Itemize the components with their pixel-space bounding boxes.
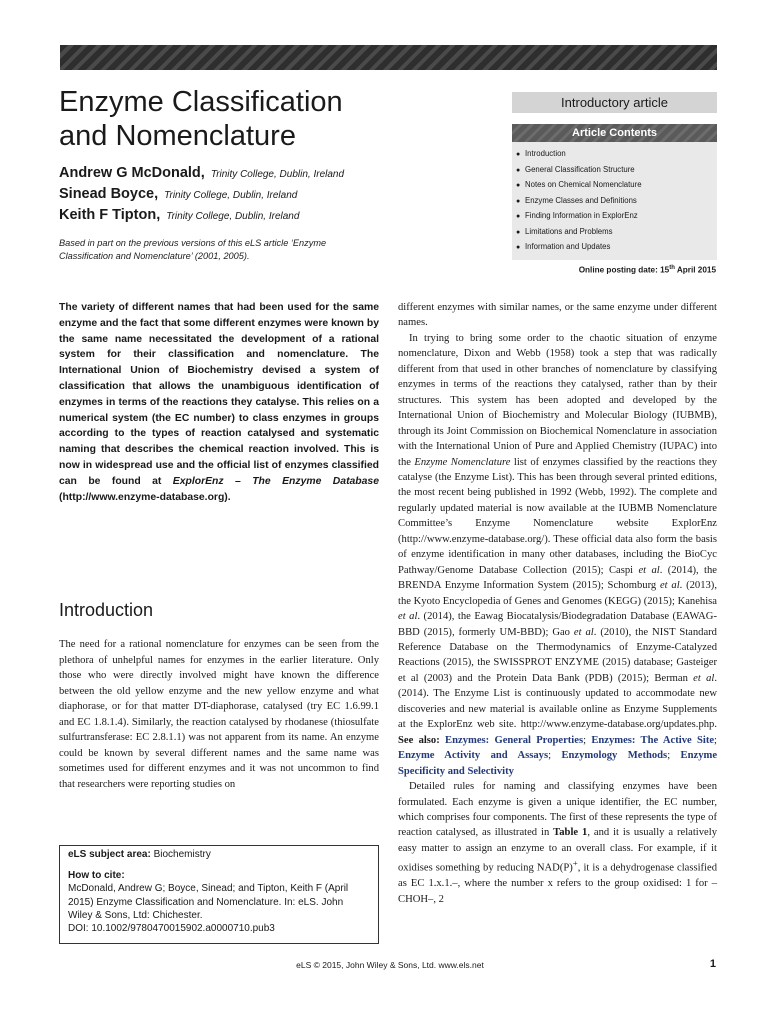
contents-item-finding-information[interactable]: ● Finding Information in ExplorEnz <box>516 208 717 224</box>
citation-text: McDonald, Andrew G; Boyce, Sinead; and Tipton, Keith F (April 2015) Enzyme Classification and Nomenclature. In: eLS. John Wiley & Sons, Ltd: Chichester. <box>68 883 349 921</box>
abstract: The variety of different names that had been used for the same enzyme and the fact that some different enzymes were known by the same name necessitated the development of a rational system for their classification and nomenclature. The International Union of Biochemistry devised a system of classification that allows the unambiguous identification of enzymes in terms of the reactions they catalyse. This relies on a numerical system (the EC number) to class enzymes in groups according to the types of reaction catalysed and systematic naming that describes the chemical reaction involved. This is now in widespread use and the official list of enzymes classified can be found at ExplorEnz – The Enzyme Database (http://www.enzyme-database.org). <box>59 302 379 503</box>
paragraph: Detailed rules for naming and classifying enzymes have been formulated. Each enzyme is given a unique identifier, the EC number, which comprises four components. The first of these represents the type of reaction catalysed, as illustrated in Table 1, and it is usually a relatively easy matter to assign an enzyme to an overall class. For example, if it oxidises something by reducing NAD(P)+, it is a dehydrogenase classified as EC 1.x.1.–, where the number x refers to the group oxidised: 1 for –CHOH–, 2 <box>398 781 717 905</box>
doi[interactable]: DOI: 10.1002/9780470015902.a0000710.pub3 <box>68 923 275 935</box>
article-type-label: Introductory article <box>512 92 717 113</box>
contents-list <box>512 146 717 255</box>
see-also-link[interactable]: Enzyme Specificity and Selectivity <box>398 750 718 777</box>
author-name: Keith F Tipton, <box>59 207 161 223</box>
paragraph: In trying to bring some order to the chaotic situation of enzyme nomenclature, Dixon and Webb (1958) took a step that was radically different from that used in other branches of nomenclature by classifying enzymes in terms of the reactions they catalysed, rather than by their structures. This system has been adopted and developed by the International Union of Biochemistry and Molecular Biology (IUBMB), through its Joint Commission on Biochemical Nomenclature in association with the International Union of Pure and Applied Chemistry (IUPAC) into the Enzyme Nomenclature list of enzymes classified by the reactions they catalyse (the Enzyme List). This has been through several printed editions, the most recent being published in 1992 (Webb, 1992). The complete and regularly updated material is now available at the IUBMB Nomenclature Committee’s Enzyme Nomenclature website ExplorEnz (http://www.enzyme-database.org/). These official data also form the basis of enzyme identification in many other databases, including the BioCyc Pathway/Genome Database Collection (2015); Caspi et al. (2014), the BRENDA Enzyme Information System (2015); Schomburg et al. (2013), the Kyoto Encyclopedia of Genes and Genomes (KEGG) (2015); Kanehisa et al. (2014), the Eawag Biocatalysis/Biodegradation Database (EAWAG-BBD (2015), formerly UM-BBD); Gao et al. (2010), the NIST Standard Reference Database on the Thermodynamics of Enzyme-Catalyzed Reactions (2015), the SWISSPROT ENZYME (2015) database; Gasteiger et al (2003) and the Protein Data Bank (PDB) (2015); Berman et al. (2014). The Enzyme List is continuously updated to accommodate new discoveries and new material is available online as Enzyme Supplements at the ExplorEnz web site. http://www.enzyme-database.org/updates.php. See also: Enzymes: General Properties; Enzymes: The Active Site; Enzyme Activity and Assays; Enzymology Methods; Enzyme Specificity and Selectivity <box>398 332 718 777</box>
bullet-icon: ● <box>516 213 521 220</box>
contents-item-updates[interactable]: ● Information and Updates <box>516 239 717 255</box>
contents-item-introduction[interactable]: ● Introduction <box>516 146 717 162</box>
title-line-1: Enzyme Classification <box>59 86 343 118</box>
header-band <box>60 45 717 70</box>
author-name: Andrew G McDonald, <box>59 165 205 181</box>
contents-item-classification-structure[interactable]: ● General Classification Structure <box>516 162 717 178</box>
bullet-icon: ● <box>516 166 521 174</box>
see-also-link[interactable]: Enzyme Activity and Assays <box>398 750 549 762</box>
bullet-icon: ● <box>516 151 521 158</box>
contents-title: Article Contents <box>512 124 717 142</box>
author-affiliation: Trinity College, Dublin, Ireland <box>166 211 300 222</box>
see-also-link[interactable]: Enzymology Methods <box>561 750 668 762</box>
bullet-icon: ● <box>516 228 521 236</box>
paragraph: different enzymes with similar names, or the same enzyme under different names. <box>398 302 717 329</box>
database-url[interactable]: (http://www.enzyme-database.org). <box>59 491 231 503</box>
based-on-note: Based in part on the previous versions of this eLS article ‘Enzyme Classification and Nomenclature’ (2001, 2005). <box>59 238 327 261</box>
author-affiliation: Trinity College, Dublin, Ireland <box>164 190 298 201</box>
right-column <box>398 300 717 907</box>
author-entry <box>59 162 499 183</box>
bullet-icon: ● <box>516 244 521 251</box>
database-name: ExplorEnz – The Enzyme Database <box>172 475 379 487</box>
footer-copyright: eLS © 2015, John Wiley & Sons, Ltd. www.els.net <box>296 960 484 970</box>
author-entry <box>59 204 499 225</box>
contents-item-limitations[interactable]: ● Limitations and Problems <box>516 224 717 240</box>
introduction-heading: Introduction <box>59 600 154 620</box>
subject-area: eLS subject area: Biochemistry <box>68 849 211 860</box>
author-list <box>59 162 499 225</box>
bullet-icon: ● <box>516 182 521 189</box>
bullet-icon: ● <box>516 197 521 205</box>
author-name: Sinead Boyce, <box>59 186 159 202</box>
subject-area-box <box>59 845 379 944</box>
contents-item-enzyme-classes[interactable]: ● Enzyme Classes and Definitions <box>516 193 717 209</box>
see-also-link[interactable]: Enzymes: General Properties <box>445 734 584 746</box>
article-contents-box <box>512 124 717 260</box>
title-line-2: and Nomenclature <box>59 120 296 152</box>
article-title <box>59 85 499 153</box>
see-also-label: See also <box>398 734 437 746</box>
page-number: 1 <box>709 958 716 970</box>
how-to-cite: How to cite: McDonald, Andrew G; Boyce, Sinead; and Tipton, Keith F (April 2015) Enzyme Classification and Nomenclature. In: eLS. John Wiley & Sons, Ltd: Chichester. DOI: 10.1002/9780470015902.a0000710.pub3 <box>68 870 349 935</box>
see-also-link[interactable]: Enzymes: The Active Site <box>591 734 715 746</box>
introduction-paragraph: The need for a rational nomenclature for enzymes can be seen from the plethora of unhelpful names for enzymes in the earlier literature. Only those who were directly involved might have known the difference between the old yellow enzyme and the new yellow enzyme and what diaphorase, or for that matter DT-diaphorase, catalysed (try EC 1.6.99.1 and EC 1.8.1.4). Similarly, the reaction catalysed by rhodanese (thiosulfate sulfurtransferase: EC 2.8.1.1) was not apparent from its name. An enzyme could be known by several different names and the same name was sometimes used for different enzymes and it was not uncommon to find that researchers were reporting studies on <box>59 639 379 790</box>
contents-item-chemical-nomenclature[interactable]: ● Notes on Chemical Nomenclature <box>516 177 717 193</box>
table-reference[interactable]: Table 1 <box>553 827 588 839</box>
posting-date: Online posting date: 15th April 2015 <box>578 265 716 275</box>
author-affiliation: Trinity College, Dublin, Ireland <box>210 169 345 180</box>
author-entry <box>59 183 499 204</box>
